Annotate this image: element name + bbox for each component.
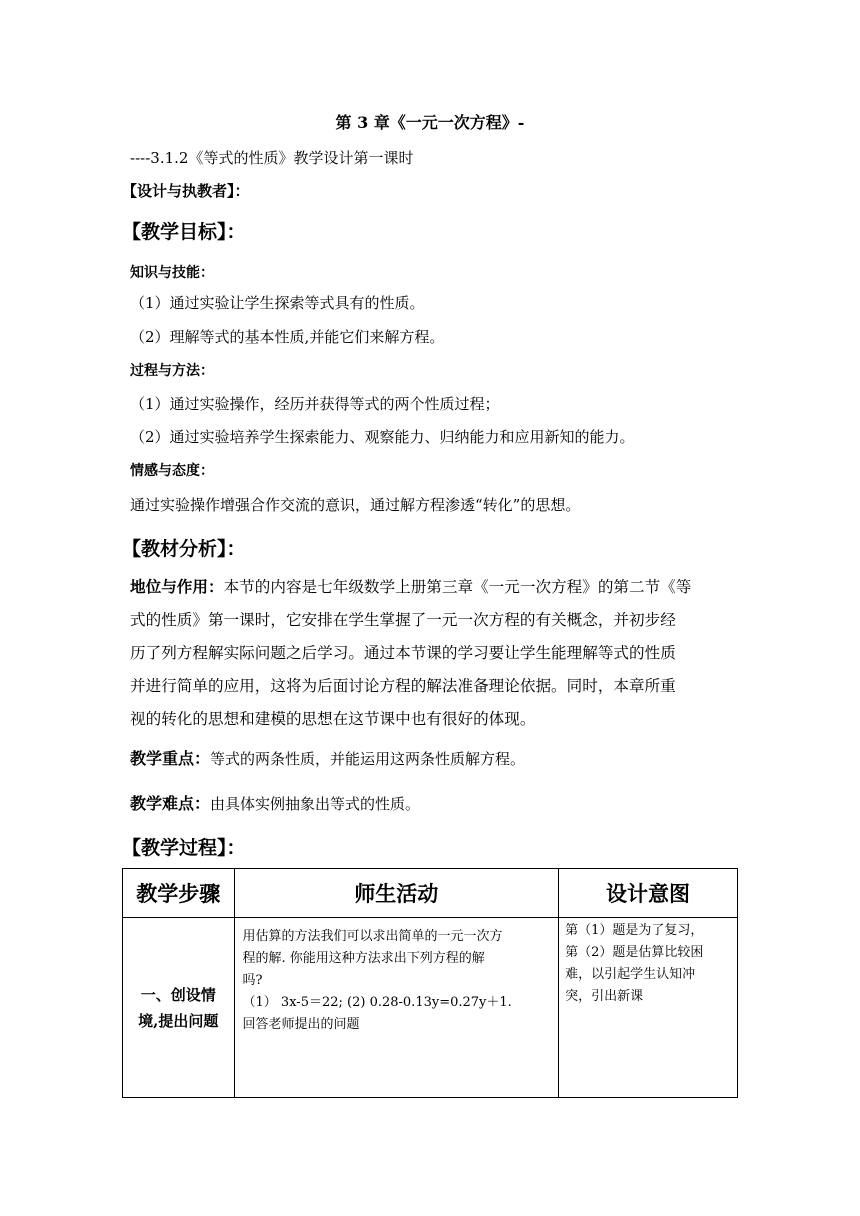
analysis-line: 视的转化的思想和建模的思想在这节课中也有很好的体现。 (130, 710, 536, 728)
analysis-line: 历了列方程解实际问题之后学习。通过本节课的学习要让学生能理解等式的性质 (130, 644, 676, 662)
column-header-activity: 师生活动 (234, 869, 559, 918)
knowledge-item-2: （2）理解等式的基本性质,并能它们来解方程。 (130, 328, 445, 346)
column-header-step: 教学步骤 (123, 869, 235, 918)
procedure-table (122, 868, 738, 1098)
difficulty-point (130, 791, 420, 814)
analysis-line: 地位与作用：本节的内容是七年级数学上册第三章《一元一次方程》的第二节《等 (130, 577, 692, 596)
process-item-2: （2）通过实验培养学生探索能力、观察能力、归纳能力和应用新知的能力。 (130, 428, 635, 446)
role-label: 地位与作用： (130, 577, 224, 596)
analysis-heading: 【教材分析】： (122, 538, 246, 560)
knowledge-label: 知识与技能： (130, 265, 214, 281)
analysis-paragraph (130, 570, 730, 736)
designer-label: 【设计与执教者】： (122, 182, 250, 200)
emotion-text: 通过实验操作增强合作交流的意识，通过解方程渗透“转化”的思想。 (130, 496, 581, 514)
column-header-intent: 设计意图 (559, 869, 738, 918)
process-item-1: （1）通过实验操作，经历并获得等式的两个性质过程； (130, 395, 500, 413)
difficulty-text: 由具体实例抽象出等式的性质。 (210, 795, 421, 813)
goals-heading: 【教学目标】： (122, 221, 246, 243)
difficulty-label: 教学难点： (130, 794, 211, 813)
emotion-label: 情感与态度： (130, 463, 214, 479)
table-row (123, 918, 738, 1098)
step-cell: 一、创设情 境,提出问题 (123, 918, 235, 1098)
key-point (130, 746, 525, 769)
activity-cell: 用估算的方法我们可以求出简单的一元一次方 程的解. 你能用这种方法求出下列方程的解 吗? （1） 3x-5＝22; (2) 0.28-0.13y=0.27y＋1. 回答老师提出的问题 (234, 918, 559, 1098)
knowledge-item-1: （1）通过实验让学生探索等式具有的性质。 (130, 294, 425, 312)
procedure-heading: 【教学过程】： (122, 837, 246, 859)
intent-cell: 第（1）题是为了复习， 第（2）题是估算比较困 难，以引起学生认知冲 突，引出新课 (559, 918, 738, 1098)
analysis-line: 并进行简单的应用，这将为后面讨论方程的解法准备理论依据。同时，本章所重 (130, 677, 676, 695)
process-label: 过程与方法： (130, 363, 214, 379)
key-text: 等式的两条性质，并能运用这两条性质解方程。 (210, 750, 526, 768)
table-header-row (123, 869, 738, 918)
key-label: 教学重点： (130, 749, 211, 768)
document-subtitle: ----3.1.2《等式的性质》教学设计第一课时 (130, 149, 414, 167)
document-title: 第 3 章《一元一次方程》- (335, 113, 525, 132)
analysis-line: 式的性质》第一课时，它安排在学生掌握了一元一次方程的有关概念，并初步经 (130, 611, 676, 629)
